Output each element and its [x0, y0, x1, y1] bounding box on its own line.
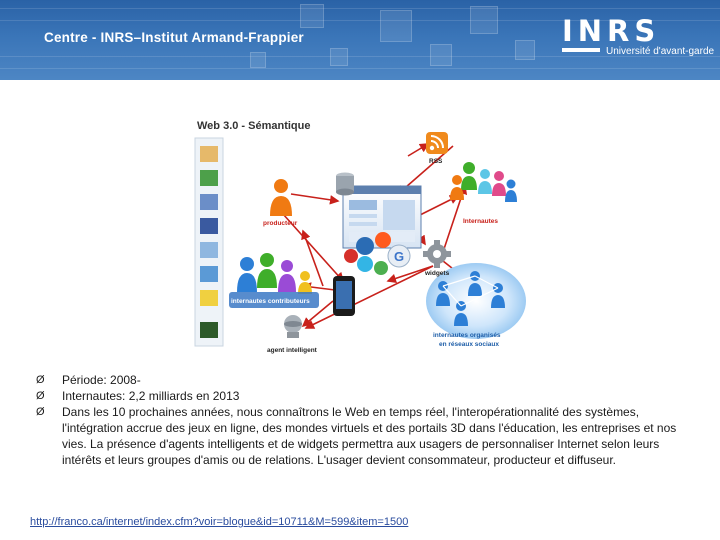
bullet-text: Dans les 10 prochaines années, nous connaîtrons le Web en temps réel, l'interopérationnalité des systèmes, l'intégration accrue des jeux en ligne, des mondes virtuels et des portails 3D dans l'éducation, les entreprises et nos vies. La présence d'agents intelligents et de widgets permettra aux usagers de personnaliser Internet selon leurs intérêts et leurs groupes d'amis ou de relations. L'usager devient consommateur, producteur et diffuseur. — [62, 405, 677, 467]
contributeurs-label: internautes contributeurs — [231, 298, 310, 305]
chat-tool-icon — [200, 290, 218, 306]
bullet-arrow-icon: Ø — [36, 390, 45, 402]
audio-tool-icon — [200, 194, 218, 210]
rss-icon — [426, 132, 448, 154]
smartphone-icon — [333, 276, 355, 316]
agent-intelligent-label: agent intelligent — [267, 347, 317, 354]
diagram-title: Web 3.0 - Sémantique — [197, 120, 311, 132]
bullet-arrow-icon: Ø — [36, 406, 45, 418]
tools-strip — [195, 138, 223, 346]
header-banner — [0, 0, 720, 80]
internautes-organises-label-2: en réseaux sociaux — [439, 341, 499, 348]
map-tool-icon — [200, 242, 218, 258]
database-icon — [336, 173, 354, 196]
bullet-item — [36, 388, 686, 404]
video-tool-icon — [200, 218, 218, 234]
internautes-group-icon — [450, 162, 517, 202]
logo-bar — [562, 48, 600, 52]
image-tool-icon — [200, 170, 218, 186]
screen-tool-icon — [200, 322, 218, 338]
bullet-text: Internautes: 2,2 milliards en 2013 — [62, 389, 240, 403]
web30-diagram — [193, 116, 526, 356]
bullet-arrow-icon: Ø — [36, 374, 45, 386]
internautes-organises-label-1: internautes organisés — [433, 332, 501, 339]
logo-tagline: Université d'avant-garde — [606, 46, 715, 57]
internautes-label: Internautes — [463, 218, 499, 225]
contributeurs-group-icon — [237, 253, 312, 294]
header-title: Centre - INRS–Institut Armand-Frappier — [44, 30, 304, 45]
svg-text:G: G — [394, 249, 405, 264]
bullet-item — [36, 404, 686, 468]
diagram-graphic — [193, 116, 526, 356]
bullet-text: Période: 2008- — [62, 373, 141, 387]
bullet-item — [36, 372, 686, 388]
producteur-label: producteur — [263, 220, 298, 227]
widgets-label: widgets — [425, 270, 450, 277]
producteur-person-icon — [270, 179, 292, 216]
rss-label: RSS — [429, 158, 443, 165]
pencil-tool-icon — [200, 146, 218, 162]
source-link[interactable]: http://franco.ca/internet/index.cfm?voir=blogue&id=10711&M=599&item=1500 — [30, 516, 409, 528]
bullet-list — [36, 372, 686, 468]
calendar-tool-icon — [200, 266, 218, 282]
agent-intelligent-icon — [284, 315, 302, 338]
logo-wordmark: INRS — [562, 14, 661, 48]
